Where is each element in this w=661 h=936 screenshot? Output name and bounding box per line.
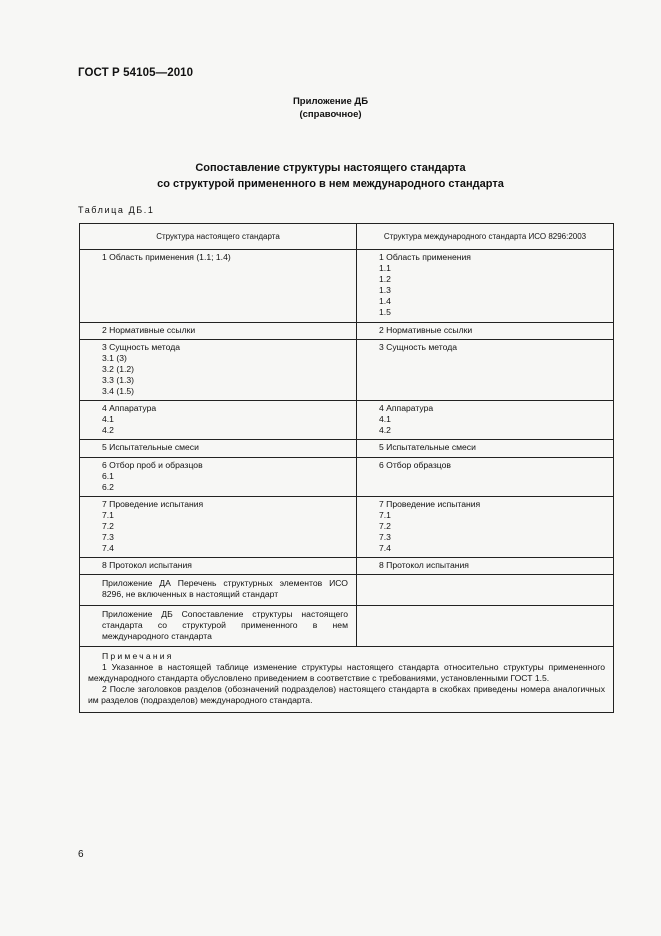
cell-line: 4.1 [102,414,114,425]
cell-international-structure [357,496,614,557]
cell-line: 7.2 [379,520,391,531]
cell-line: 1.4 [379,296,391,307]
cell-line: 7.4 [379,543,391,554]
cell-line: 1.1 [379,263,391,274]
cell-line: 7 Проведение испытания [379,498,481,509]
cell-national-structure [80,457,357,496]
cell-line: 2 Нормативные ссылки [102,324,196,335]
table-row [80,250,614,323]
table-row [80,401,614,440]
table-header-row [80,224,614,250]
section-heading [0,160,661,192]
cell-international-structure [357,322,614,339]
cell-line: 8 Протокол испытания [102,560,192,571]
cell-line: 7.4 [102,543,114,554]
cell-line: 3.1 (3) [102,352,127,363]
note-item: 2 После заголовков разделов (обозначений подразделов) настоящего стандарта в скобках приведены номера аналогичных им разделов (подразделов) международного стандарта. [88,684,605,706]
cell-line: 3.2 (1.2) [102,363,135,374]
cell-line: 7.3 [379,532,391,543]
notes-heading: Примечания [102,650,174,661]
cell-line: 8 Протокол испытания [379,560,469,571]
cell-international-structure [357,457,614,496]
comparison-table [79,223,614,713]
cell-appendix: Приложение ДА Перечень структурных элементов ИСО 8296, не включенных в настоящий стандарт [80,575,357,605]
cell-line: 1.3 [379,285,391,296]
cell-line: 4 Аппаратура [379,403,434,414]
cell-line: 1 Область применения [379,252,471,262]
appendix-kind: (справочное) [299,109,362,120]
appendix-subtitle [0,109,661,120]
cell-national-structure [80,401,357,440]
cell-line: 7.1 [102,509,114,520]
cell-national-structure [80,250,357,323]
heading-line-1: Сопоставление структуры настоящего стандарта [195,162,466,174]
cell-national-structure [80,339,357,400]
table-row [80,322,614,339]
cell-line: 3.3 (1.3) [102,374,135,385]
table-row [80,440,614,457]
cell-line: 6.1 [102,470,114,481]
appendix-row [80,575,614,605]
cell-line: 5 Испытательные смеси [379,442,476,453]
cell-national-structure [80,440,357,457]
cell-national-structure [80,496,357,557]
notes-cell [80,646,614,712]
cell-line: 1 Область применения (1.1; 1.4) [102,252,231,262]
notes-row [80,646,614,712]
appendix-title [0,96,661,107]
cell-line: 5 Испытательные смеси [102,442,199,453]
cell-line: 1.2 [379,274,391,285]
appendix-label: Приложение ДБ [292,96,369,107]
cell-empty [357,575,614,605]
cell-line: 2 Нормативные ссылки [379,324,473,335]
cell-national-structure [80,558,357,575]
cell-line: 7 Проведение испытания [102,498,204,509]
cell-line: 3 Сущность метода [102,341,180,352]
cell-line: 4.2 [379,425,391,436]
cell-line: 3 Сущность метода [379,341,457,352]
table-caption: Таблица ДБ.1 [78,205,155,215]
page-number: 6 [78,849,84,860]
cell-line: 6 Отбор образцов [379,459,451,470]
table-row [80,457,614,496]
cell-empty [357,605,614,646]
cell-line: 7.2 [102,520,114,531]
cell-international-structure [357,339,614,400]
cell-line: 3.4 (1.5) [102,386,135,397]
cell-line: 7.3 [102,532,114,543]
cell-line: 7.1 [379,509,391,520]
header-international-standard: Структура международного стандарта ИСО 8296:2003 [357,224,614,250]
cell-line: 4 Аппаратура [102,403,157,414]
cell-international-structure [357,250,614,323]
cell-line: 6 Отбор проб и образцов [102,459,203,470]
table-body [80,250,614,713]
cell-international-structure [357,558,614,575]
table-row [80,558,614,575]
cell-appendix: Приложение ДБ Сопоставление структуры настоящего стандарта со структурой примененного в нем международного стандарта [80,605,357,646]
cell-line: 6.2 [102,481,114,492]
table-row [80,339,614,400]
document-code: ГОСТ Р 54105—2010 [78,67,194,79]
cell-line: 4.1 [379,414,391,425]
cell-international-structure [357,440,614,457]
note-item: 1 Указанное в настоящей таблице изменение структуры настоящего стандарта относительно структуры примененного международного стандарта обусловлено приведением в соответствие с требованиями, установленными ГОСТ 1.5. [88,661,605,683]
cell-line: 1.5 [379,307,391,318]
table-row [80,496,614,557]
heading-line-2: со структурой примененного в нем международного стандарта [157,178,504,190]
header-national-standard: Структура настоящего стандарта [80,224,357,250]
cell-line: 4.2 [102,425,114,436]
cell-national-structure [80,322,357,339]
appendix-row [80,605,614,646]
cell-international-structure [357,401,614,440]
